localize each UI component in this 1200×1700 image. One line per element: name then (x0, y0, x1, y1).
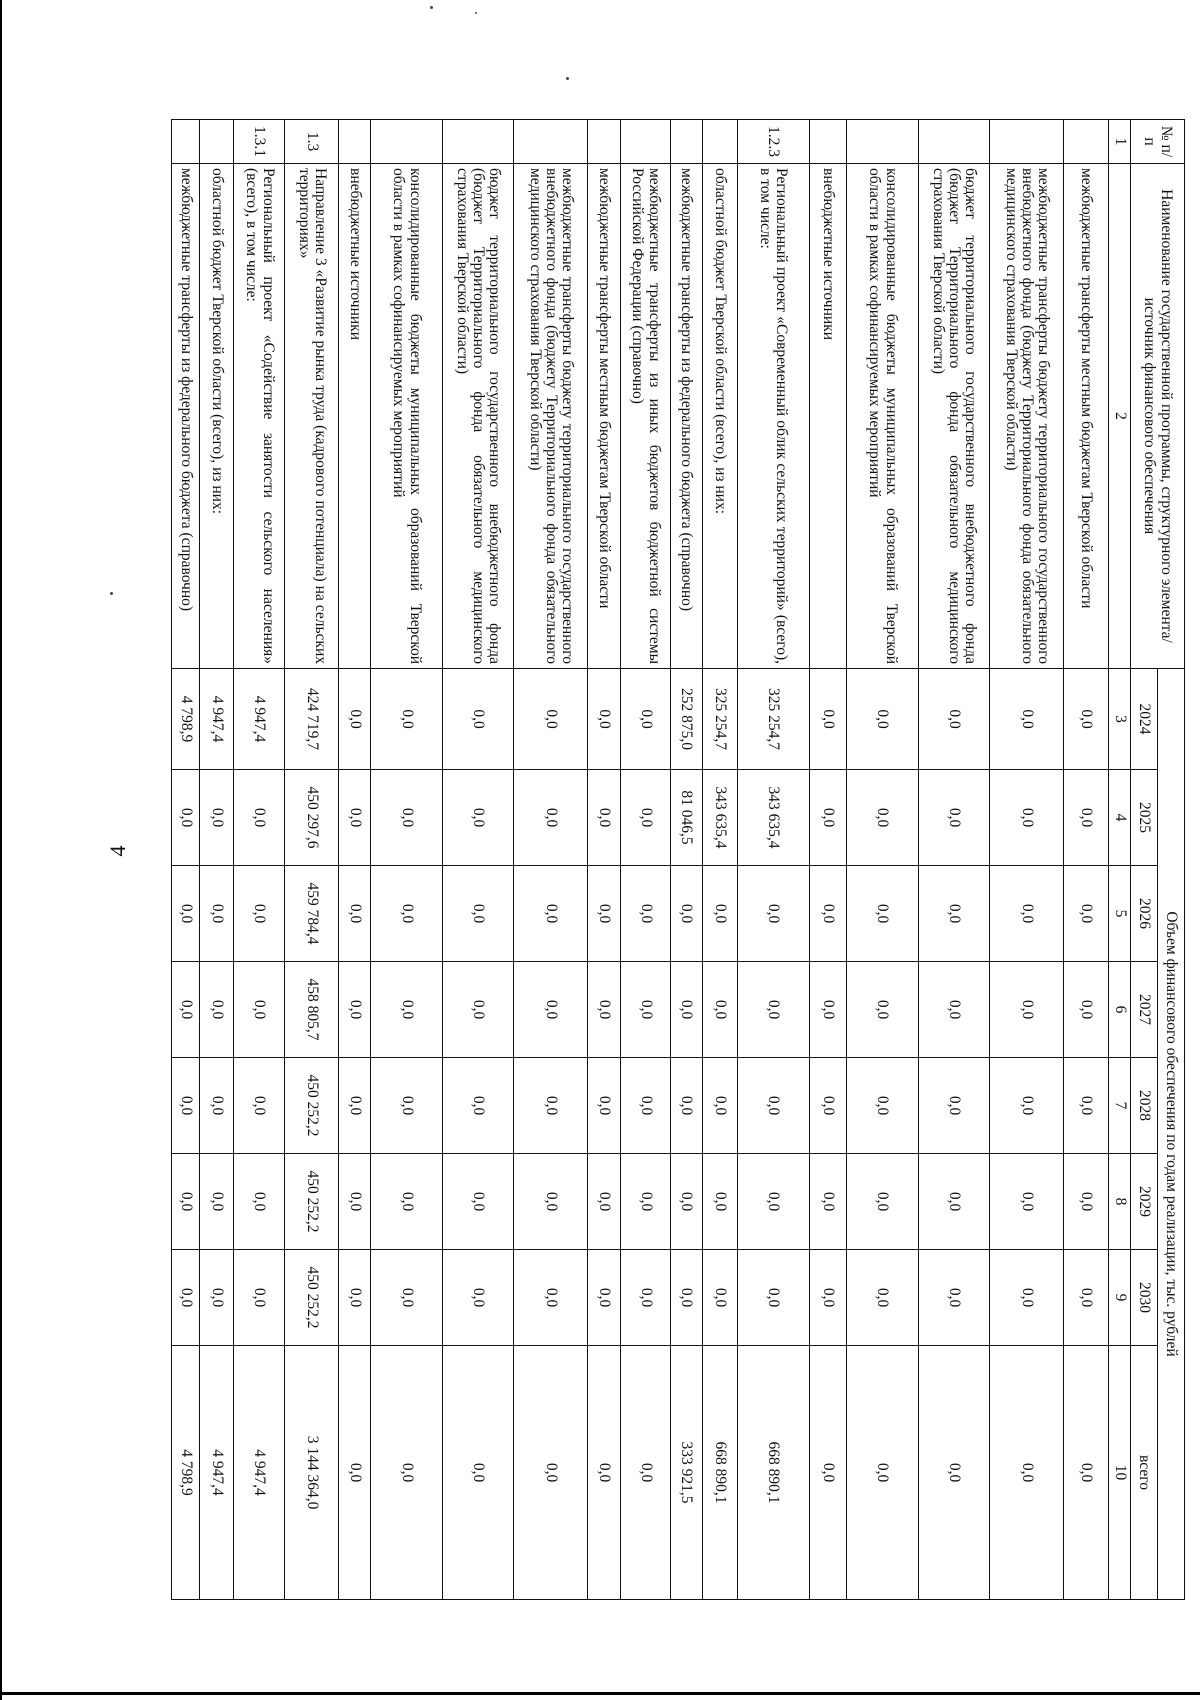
row-year-value: 0,0 (234, 1058, 285, 1154)
row-year-value: 0,0 (442, 1058, 514, 1154)
row-year-value: 0,0 (621, 669, 670, 770)
row-year-value: 4 947,4 (199, 669, 233, 770)
row-year-value: 0,0 (199, 770, 233, 866)
row-year-value: 0,0 (199, 1058, 233, 1154)
row-total-value: 668 890,1 (702, 1346, 737, 1600)
row-name: межбюджетные трансферты из иных бюджетов бюджетной системы Российской Федерации (справочно) (621, 164, 670, 669)
row-year-value: 0,0 (588, 866, 621, 962)
row-year-value: 81 046,5 (670, 770, 702, 866)
row-year-value: 0,0 (918, 1250, 990, 1346)
scan-edge-line (0, 0, 2, 1700)
row-year-value: 0,0 (442, 770, 514, 866)
row-year-value: 0,0 (338, 770, 370, 866)
row-year-value: 0,0 (514, 1250, 588, 1346)
row-year-value: 0,0 (234, 770, 285, 866)
header-year: 2026 (1131, 866, 1158, 962)
row-year-value: 450 252,2 (285, 1058, 338, 1154)
row-year-value: 0,0 (621, 1058, 670, 1154)
row-year-value: 459 784,4 (285, 866, 338, 962)
row-number (1064, 120, 1109, 164)
table-body (172, 120, 1109, 1600)
table-row (670, 120, 702, 1600)
header-year: 2024 (1131, 669, 1158, 770)
row-year-value: 0,0 (1064, 1154, 1109, 1250)
row-year-value: 0,0 (990, 1058, 1064, 1154)
row-number (990, 120, 1064, 164)
table-row (702, 120, 737, 1600)
page-number: 4 (105, 845, 130, 857)
row-number (514, 120, 588, 164)
table-row (371, 120, 443, 1600)
row-year-value: 0,0 (514, 1058, 588, 1154)
row-name: межбюджетные трансферты бюджету территориального государственного внебюджетного фонда (бюджету Территориального фонда обязательного медицинского страхования Тверской области) (990, 164, 1064, 669)
table-row (809, 120, 846, 1600)
row-year-value: 424 719,7 (285, 669, 338, 770)
row-year-value: 0,0 (990, 1154, 1064, 1250)
column-number: 2 (1109, 164, 1131, 669)
row-year-value: 343 635,4 (737, 770, 809, 866)
row-year-value: 0,0 (918, 669, 990, 770)
row-year-value: 0,0 (670, 1058, 702, 1154)
scan-speck (110, 592, 113, 595)
row-number (588, 120, 621, 164)
row-year-value: 0,0 (670, 1154, 702, 1250)
table-row (199, 120, 233, 1600)
table-row (172, 120, 200, 1600)
row-year-value: 0,0 (737, 1058, 809, 1154)
row-year-value: 0,0 (442, 1250, 514, 1346)
scan-speck (566, 77, 569, 80)
row-name: бюджет территориального государственного внебюджетного фонда (бюджет Территориального фонда обязательного медицинского страхования Тверской области) (918, 164, 990, 669)
row-number (809, 120, 846, 164)
row-number (846, 120, 918, 164)
row-year-value: 0,0 (338, 1058, 370, 1154)
row-year-value: 0,0 (809, 1058, 846, 1154)
row-year-value: 0,0 (737, 962, 809, 1058)
table-row (990, 120, 1064, 1600)
row-year-value: 0,0 (846, 1154, 918, 1250)
row-year-value: 343 635,4 (702, 770, 737, 866)
table-row (846, 120, 918, 1600)
table-row (737, 120, 809, 1600)
row-total-value: 0,0 (809, 1346, 846, 1600)
column-number: 8 (1109, 1154, 1131, 1250)
row-name: внебюджетные источники (809, 164, 846, 669)
row-year-value: 0,0 (172, 1250, 200, 1346)
row-total-value: 0,0 (371, 1346, 443, 1600)
row-year-value: 0,0 (371, 1250, 443, 1346)
row-year-value: 0,0 (172, 962, 200, 1058)
row-year-value: 0,0 (371, 770, 443, 866)
column-number: 10 (1109, 1346, 1131, 1600)
row-year-value: 450 252,2 (285, 1154, 338, 1250)
row-year-value: 0,0 (442, 1154, 514, 1250)
row-year-value: 0,0 (702, 866, 737, 962)
rotated-table-container (171, 119, 1185, 1599)
row-year-value: 0,0 (514, 866, 588, 962)
row-total-value: 0,0 (918, 1346, 990, 1600)
row-year-value: 0,0 (172, 1154, 200, 1250)
row-year-value: 0,0 (338, 962, 370, 1058)
table-row (285, 120, 338, 1600)
table-row (588, 120, 621, 1600)
row-year-value: 450 297,6 (285, 770, 338, 866)
row-year-value: 0,0 (234, 1250, 285, 1346)
row-year-value: 0,0 (338, 1154, 370, 1250)
row-year-value: 0,0 (1064, 1058, 1109, 1154)
row-year-value: 0,0 (514, 1154, 588, 1250)
row-year-value: 0,0 (809, 962, 846, 1058)
row-total-value: 0,0 (621, 1346, 670, 1600)
row-year-value: 0,0 (990, 770, 1064, 866)
row-year-value: 0,0 (918, 770, 990, 866)
column-number: 7 (1109, 1058, 1131, 1154)
row-year-value: 0,0 (670, 1250, 702, 1346)
row-year-value: 0,0 (702, 1154, 737, 1250)
row-year-value: 0,0 (809, 770, 846, 866)
header-year: 2027 (1131, 962, 1158, 1058)
row-year-value: 0,0 (588, 770, 621, 866)
header-volume-title: Объем финансового обеспечения по годам реализации, тыс. рублей (1158, 669, 1185, 1600)
row-year-value: 0,0 (1064, 770, 1109, 866)
row-number (702, 120, 737, 164)
row-year-value: 0,0 (588, 1250, 621, 1346)
row-year-value: 0,0 (702, 962, 737, 1058)
header-year-total: всего (1131, 1346, 1158, 1600)
row-number (442, 120, 514, 164)
row-year-value: 0,0 (371, 1154, 443, 1250)
row-year-value: 0,0 (199, 866, 233, 962)
row-name: межбюджетные трансферты местным бюджетам Тверской области (1064, 164, 1109, 669)
row-year-value: 0,0 (338, 866, 370, 962)
row-name: областной бюджет Тверской области (всего), из них: (199, 164, 233, 669)
row-name: межбюджетные трансферты из федерального бюджета (справочно) (172, 164, 200, 669)
table-row (1064, 120, 1109, 1600)
scan-edge-line (0, 1692, 1200, 1695)
row-name: бюджет территориального государственного внебюджетного фонда (бюджет Территориального фонда обязательного медицинского страхования Тверской области) (442, 164, 514, 669)
row-year-value: 0,0 (588, 962, 621, 1058)
row-year-value: 0,0 (846, 770, 918, 866)
row-total-value: 4 947,4 (199, 1346, 233, 1600)
row-number (371, 120, 443, 164)
row-year-value: 0,0 (990, 866, 1064, 962)
financing-table (171, 119, 1185, 1600)
row-year-value: 0,0 (234, 1154, 285, 1250)
row-year-value: 0,0 (588, 1154, 621, 1250)
row-name: областной бюджет Тверской области (всего), из них: (702, 164, 737, 669)
scan-speck (475, 12, 477, 14)
row-year-value: 0,0 (621, 866, 670, 962)
row-year-value: 325 254,7 (737, 669, 809, 770)
row-year-value: 0,0 (199, 1154, 233, 1250)
column-number: 5 (1109, 866, 1131, 962)
row-number: 1.3.1 (234, 120, 285, 164)
row-year-value: 0,0 (588, 1058, 621, 1154)
row-year-value: 0,0 (702, 1250, 737, 1346)
table-row (338, 120, 370, 1600)
row-year-value: 0,0 (588, 669, 621, 770)
row-year-value: 0,0 (621, 1250, 670, 1346)
row-year-value: 0,0 (737, 1154, 809, 1250)
row-number (199, 120, 233, 164)
row-year-value: 0,0 (172, 1058, 200, 1154)
row-year-value: 0,0 (846, 1250, 918, 1346)
row-name: внебюджетные источники (338, 164, 370, 669)
row-year-value: 0,0 (846, 866, 918, 962)
header-year: 2029 (1131, 1154, 1158, 1250)
row-year-value: 0,0 (172, 770, 200, 866)
row-total-value: 0,0 (1064, 1346, 1109, 1600)
row-year-value: 0,0 (846, 1058, 918, 1154)
row-total-value: 0,0 (514, 1346, 588, 1600)
row-total-value: 4 798,9 (172, 1346, 200, 1600)
row-year-value: 0,0 (1064, 669, 1109, 770)
table-row (234, 120, 285, 1600)
row-year-value: 0,0 (737, 866, 809, 962)
row-year-value: 0,0 (442, 866, 514, 962)
column-numbers-row (1109, 120, 1131, 1600)
row-year-value: 0,0 (990, 669, 1064, 770)
scan-speck (430, 6, 433, 9)
row-number (172, 120, 200, 164)
row-year-value: 0,0 (172, 866, 200, 962)
row-year-value: 0,0 (737, 1250, 809, 1346)
row-total-value: 668 890,1 (737, 1346, 809, 1600)
row-total-value: 0,0 (588, 1346, 621, 1600)
row-total-value: 0,0 (338, 1346, 370, 1600)
row-number (918, 120, 990, 164)
row-year-value: 450 252,2 (285, 1250, 338, 1346)
row-year-value: 0,0 (621, 1154, 670, 1250)
row-year-value: 0,0 (514, 770, 588, 866)
row-total-value: 0,0 (990, 1346, 1064, 1600)
row-year-value: 0,0 (670, 962, 702, 1058)
row-name: межбюджетные трансферты из федерального бюджета (справочно) (670, 164, 702, 669)
row-number: 1.3 (285, 120, 338, 164)
row-year-value: 4 947,4 (234, 669, 285, 770)
row-year-value: 458 805,7 (285, 962, 338, 1058)
row-year-value: 0,0 (918, 1058, 990, 1154)
row-year-value: 0,0 (918, 866, 990, 962)
row-year-value: 0,0 (371, 1058, 443, 1154)
row-total-value: 0,0 (846, 1346, 918, 1600)
row-year-value: 0,0 (514, 669, 588, 770)
header-no: № п/п (1131, 120, 1185, 164)
column-number: 1 (1109, 120, 1131, 164)
row-name: межбюджетные трансферты местным бюджетам Тверской области (588, 164, 621, 669)
row-year-value: 0,0 (846, 962, 918, 1058)
row-year-value: 0,0 (918, 962, 990, 1058)
row-total-value: 333 921,5 (670, 1346, 702, 1600)
row-year-value: 0,0 (199, 962, 233, 1058)
table-row (442, 120, 514, 1600)
row-year-value: 0,0 (338, 1250, 370, 1346)
table-row (621, 120, 670, 1600)
header-year: 2030 (1131, 1250, 1158, 1346)
row-name: Региональный проект «Содействие занятости сельского населения» (всего), в том числе: (234, 164, 285, 669)
row-year-value: 0,0 (702, 1058, 737, 1154)
row-total-value: 0,0 (442, 1346, 514, 1600)
row-year-value: 0,0 (371, 669, 443, 770)
row-year-value: 0,0 (670, 866, 702, 962)
row-year-value: 0,0 (371, 866, 443, 962)
row-year-value: 325 254,7 (702, 669, 737, 770)
row-year-value: 0,0 (621, 770, 670, 866)
row-year-value: 0,0 (809, 1154, 846, 1250)
column-number: 4 (1109, 770, 1131, 866)
column-number: 3 (1109, 669, 1131, 770)
row-year-value: 0,0 (1064, 962, 1109, 1058)
header-name: Наименование государственной программы, структурного элемента/источник финансового обеспечения (1131, 164, 1185, 669)
row-year-value: 0,0 (621, 962, 670, 1058)
row-year-value: 0,0 (1064, 866, 1109, 962)
row-year-value: 0,0 (1064, 1250, 1109, 1346)
row-name: Направление 3 «Развитие рынка труда (кадрового потенциала) на сельских территориях» (285, 164, 338, 669)
table-row (918, 120, 990, 1600)
row-total-value: 3 144 364,0 (285, 1346, 338, 1600)
row-number (670, 120, 702, 164)
row-year-value: 0,0 (846, 669, 918, 770)
row-year-value: 0,0 (234, 866, 285, 962)
row-year-value: 0,0 (371, 962, 443, 1058)
row-year-value: 0,0 (199, 1250, 233, 1346)
row-year-value: 0,0 (990, 1250, 1064, 1346)
row-year-value: 0,0 (442, 962, 514, 1058)
row-year-value: 0,0 (809, 1250, 846, 1346)
row-year-value: 0,0 (918, 1154, 990, 1250)
row-year-value: 0,0 (338, 669, 370, 770)
row-name: консолидированные бюджеты муниципальных образований Тверской области в рамках софинансируемых мероприятий (371, 164, 443, 669)
row-year-value: 4 798,9 (172, 669, 200, 770)
row-name: Региональный проект «Современный облик сельских территорий» (всего), в том числе: (737, 164, 809, 669)
row-year-value: 0,0 (514, 962, 588, 1058)
row-year-value: 0,0 (442, 669, 514, 770)
column-number: 9 (1109, 1250, 1131, 1346)
table-row (514, 120, 588, 1600)
row-name: консолидированные бюджеты муниципальных образований Тверской области в рамках софинансируемых мероприятий (846, 164, 918, 669)
row-year-value: 0,0 (234, 962, 285, 1058)
row-year-value: 252 875,0 (670, 669, 702, 770)
row-year-value: 0,0 (809, 866, 846, 962)
row-number: 1.2.3 (737, 120, 809, 164)
row-total-value: 4 947,4 (234, 1346, 285, 1600)
row-year-value: 0,0 (990, 962, 1064, 1058)
header-year: 2025 (1131, 770, 1158, 866)
row-number (338, 120, 370, 164)
row-name: межбюджетные трансферты бюджету территориального государственного внебюджетного фонда (бюджету Территориального фонда обязательного медицинского страхования Тверской области) (514, 164, 588, 669)
row-year-value: 0,0 (809, 669, 846, 770)
column-number: 6 (1109, 962, 1131, 1058)
header-year: 2028 (1131, 1058, 1158, 1154)
row-number (621, 120, 670, 164)
